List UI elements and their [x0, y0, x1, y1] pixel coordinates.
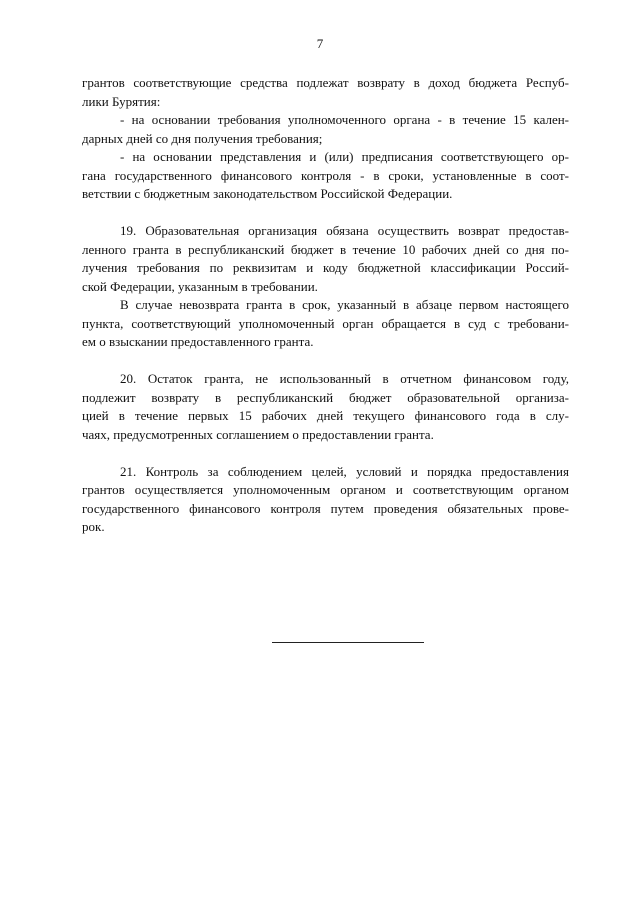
paragraph-19: [82, 222, 569, 296]
text-line: грантов соответствующие средства подлежат возврату в доход бюджета Респуб-: [82, 75, 569, 90]
paragraph-19-continuation: [82, 296, 569, 352]
text-line: ленного гранта в республиканский бюджет в течение 10 рабочих дней со дня по-: [82, 241, 569, 257]
document-body: [82, 74, 569, 537]
text-line: В случае невозврата гранта в срок, указанный в абзаце первом настоящего: [120, 297, 569, 312]
text-line: пункта, соответствующий уполномоченный орган обращается в суд с требовани-: [82, 315, 569, 331]
text-line: 21. Контроль за соблюдением целей, условий и порядка предоставления: [120, 463, 569, 479]
text-line: ем о взыскании предоставленного гранта.: [82, 334, 314, 349]
text-line: ветствии с бюджетным законодательством Российской Федерации.: [82, 186, 453, 201]
text-line: гана государственного финансового контроля - в сроки, установленные в соот-: [82, 167, 569, 183]
text-line: ской Федерации, указанным в требовании.: [82, 278, 318, 294]
paragraph-bullet-1: [82, 111, 569, 148]
page-number: 7: [316, 36, 324, 51]
text-line: 19. Образовательная организация обязана осуществить возврат предостав-: [120, 223, 569, 238]
text-line: грантов осуществляется уполномоченным органом и соответствующим органом: [82, 482, 569, 497]
text-line: лики Бурятия:: [82, 93, 161, 109]
closing-divider: [272, 642, 424, 643]
paragraph-bullet-2: [82, 148, 569, 204]
text-line: - на основании представления и (или) предписания соответствующего ор-: [120, 149, 569, 164]
text-line: подлежит возврату в республиканский бюджет образовательной организа-: [82, 389, 569, 405]
text-line: лучения требования по реквизитам и коду бюджетной классификации Россий-: [82, 260, 569, 275]
paragraph-20: [82, 370, 569, 444]
text-line: цией в течение первых 15 рабочих дней текущего финансового года в слу-: [82, 408, 569, 423]
paragraph-intro: [82, 74, 569, 111]
text-line: чаях, предусмотренных соглашением о предоставлении гранта.: [82, 426, 434, 442]
text-line: - на основании требования уполномоченного органа - в течение 15 кален-: [120, 112, 569, 127]
text-line: дарных дней со дня получения требования;: [82, 130, 323, 146]
text-line: рок.: [82, 519, 105, 534]
text-line: государственного финансового контроля путем проведения обязательных прове-: [82, 500, 569, 516]
text-line: 20. Остаток гранта, не использованный в отчетном финансовом году,: [120, 371, 569, 386]
paragraph-21: [82, 463, 569, 537]
